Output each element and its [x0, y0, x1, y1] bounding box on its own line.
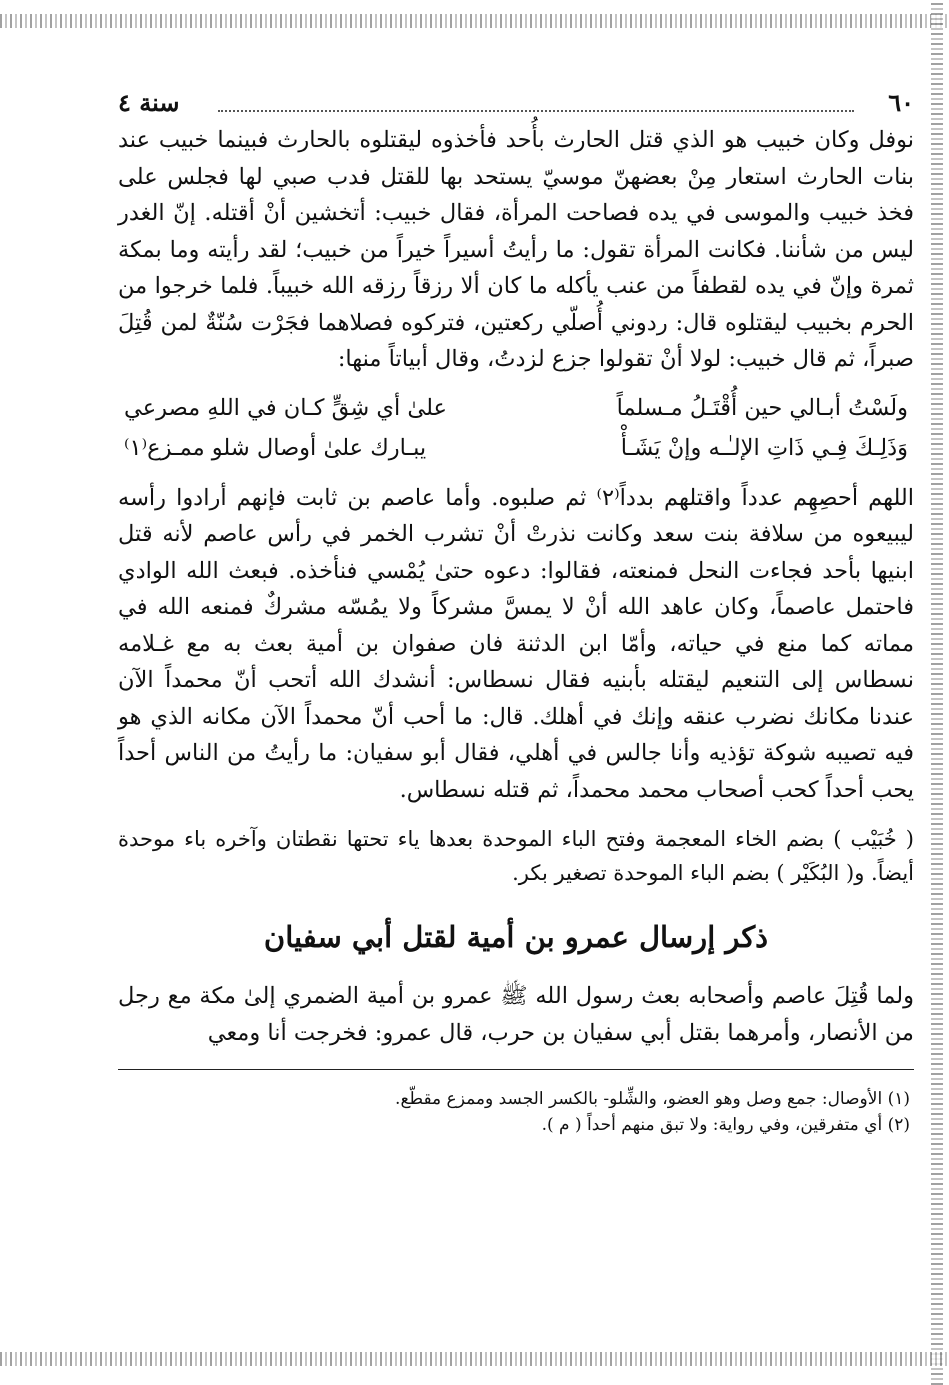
verse-line [118, 388, 914, 428]
footnotes [118, 1086, 914, 1138]
header-dotted-leader [218, 110, 854, 112]
footnote-2: (٢) أي متفرقين، وفي رواية: ولا تبق منهم أحداً ( م ). [541, 1115, 910, 1135]
section-heading: ذكر إرسال عمرو بن أمية لقتل أبي سفيان [263, 920, 769, 954]
paragraph-text: نوفل وكان خبيب هو الذي قتل الحارث بأُحد فأخذوه ليقتلوه بالحارث فبينما خبيب عند بنات الحارث استعار مِنْ بعضهنّ موسيّ يستحد بها للقتل فدب صبي لها فجلس على فخذ خبيب والموسى في يده فصاحت المرأة، فقال خبيب: أتخشين أنْ أقتله. إنّ الغدر ليس من شأننا. فكانت المرأة تقول: ما رأيتُ أسيراً خيراً من خبيب؛ لقد رأيته وما بمكة ثمرة وإنّ في يده لقطفاً من عنب يأكله ما كان ألا رزقاً رزقه الله خبيباً. فلما خرجوا من الحرم بخبيب ليقتلوه قال: ردوني أُصلّي ركعتين، فتركوه فصلاهما فجَرْت سُنّةٌ لمن قُتِلَ صبراً، ثم قال خبيب: لولا أنْ تقولوا جزع لزدتُ، وقال أبياتاً منها: [118, 127, 914, 372]
paragraph-asim [118, 480, 914, 809]
poem-verses [118, 388, 914, 468]
running-title: سنة ٤ [118, 88, 180, 117]
decorative-right-border [931, 0, 943, 1385]
page-number: ٦٠ [888, 88, 914, 117]
glossary-text: ( خُبَيْب ) بضم الخاء المعجمة وفتح الباء الموحدة بعدها ياء تحتها نقطتان وآخره باء موحدة أيضاً. و( البُكَيْر ) بضم الباء الموحدة تصغير بكر. [118, 827, 914, 885]
page-header [118, 88, 914, 122]
verse-second-hemistich: يبـارك علىٰ أوصال شلو ممـزع⁽١⁾ [124, 434, 427, 461]
verse-second-hemistich: علىٰ أي شِقٍّ كـان في اللهِ مصرعي [124, 394, 447, 421]
paragraph-khubayb [118, 122, 914, 378]
book-page [118, 88, 914, 1138]
footnote-1: (١) الأوصال: جمع وصل وهو العضو، والشِّلو- بالكسر الجسد وممزع مقطّع. [395, 1089, 910, 1109]
verse-line [118, 428, 914, 468]
verse-first-hemistich: ولَسْتُ أبـالي حين أُقْتَـلُ مـسلماً [616, 394, 908, 421]
paragraph-text: ولما قُتِلَ عاصم وأصحابه بعث رسول الله ﷺ عمرو بن أمية الضمري إلىٰ مكة مع رجل من الأنصار، وأمرهما بقتل أبي سفيان بن حرب، قال عمرو: فخرجت أنا ومعي [118, 983, 914, 1046]
decorative-bottom-border [0, 1352, 949, 1366]
decorative-top-border [0, 14, 949, 28]
paragraph-text: اللهم أحصِهِم عدداً واقتلهم بدداً⁽٢⁾ ثم صلبوه. وأما عاصم بن ثابت فإنهم أرادوا رأسه ليبيعوه من سلافة بنت سعد وكانت نذرتْ أنْ تشرب الخمر في رأس عاصم لأنه قتل ابنيها بأحد فجاءت النحل فمنعته، فقالوا: دعوه حتىٰ يُمْسي فنأخذه. فبعث الله الوادي فاحتمل عاصماً، وكان عاهد الله أنْ لا يمسَّ مشركاً ولا يمُسّه مشركٌ فمنعه الله في مماته كما منع في حياته، وأمّا ابن الدثنة فان صفوان بن أمية بعث به مع غـلامه نسطاس إلى التنعيم ليقتله بأبنيه فقال نسطاس: أنشدك الله أتحب أنّ محمداً الآن عندنا مكانك نضرب عنقه وإنك في أهلك. قال: ما أحب أنّ محمداً الآن مكانه الذي هو فيه تصيبه شوكة تؤذيه وأنا جالس في أهلي، فقال أبو سفيان: ما رأيتُ من الناس أحداً يحب أحداً كحب أصحاب محمد محمداً، ثم قتله نسطاس. [118, 484, 915, 803]
footnote-separator [118, 1069, 914, 1070]
glossary-note [118, 822, 914, 890]
paragraph-amr [118, 978, 914, 1051]
verse-first-hemistich: وَذَلِـكَ فِـي ذَاتِ الإلـٰـه وإنْ يَشَـأْ [620, 434, 908, 461]
